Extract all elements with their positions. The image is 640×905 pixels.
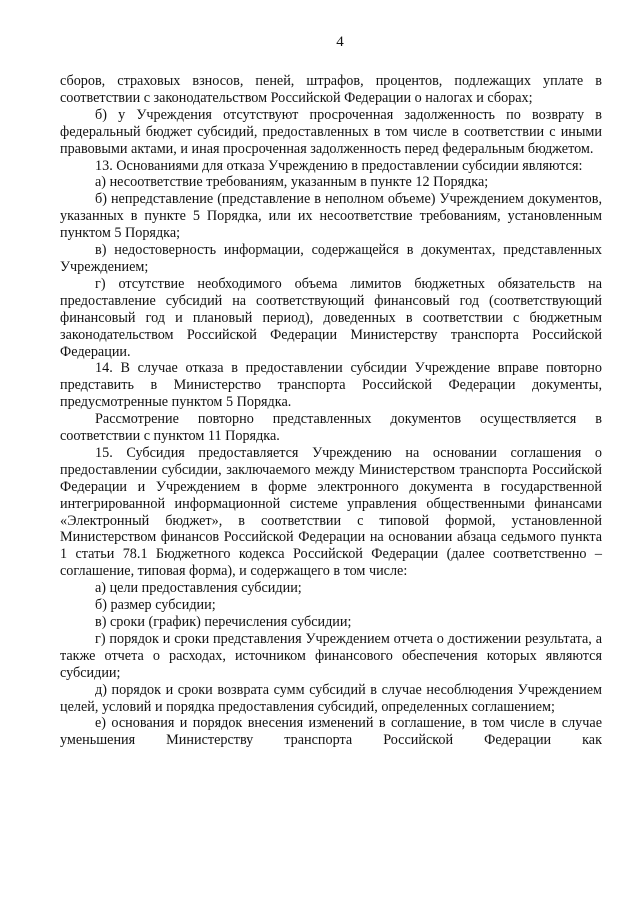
paragraph: е) основания и порядок внесения изменений в соглашение, в том числе в случае уменьшения Министерству транспорта Российской Федерации как: [60, 715, 602, 749]
paragraph: в) недостоверность информации, содержащейся в документах, представленных Учреждением;: [60, 242, 602, 275]
paragraph: г) порядок и сроки представления Учреждением отчета о достижении результата, а также отчета о расходах, источником финансового обеспечения которых являются субсидии;: [60, 630, 602, 681]
paragraph: д) порядок и сроки возврата сумм субсидий в случае несоблюдения Учреждением целей, условий и порядка предоставления субсидий, определенных соглашением;: [60, 681, 602, 715]
paragraph: г) отсутствие необходимого объема лимитов бюджетных обязательств на предоставление субсидий на соответствующий финансовый год (соответствующий финансовый год и плановый период), доведенных в соответствии с бюджетным законодательством Российской Федерации Министерству транспорта Российской Федерации.: [60, 275, 602, 360]
paragraph: сборов, страховых взносов, пеней, штрафов, процентов, подлежащих уплате в соответствии с законодательством Российской Федерации о налогах и сборах;: [60, 73, 602, 106]
paragraph: а) несоответствие требованиям, указанным в пункте 12 Порядка;: [95, 174, 489, 191]
paragraph: Рассмотрение повторно представленных документов осуществляется в соответствии с пунктом 11 Порядка.: [60, 411, 602, 445]
paragraph: в) сроки (график) перечисления субсидии;: [95, 614, 352, 630]
paragraph: 14. В случае отказа в предоставлении субсидии Учреждение вправе повторно представить в Министерство транспорта Российской Федерации документы, предусмотренные пунктом 5 Порядка.: [60, 360, 602, 411]
paragraph: б) размер субсидии;: [95, 597, 216, 614]
paragraph: 15. Субсидия предоставляется Учреждению на основании соглашения о предоставлении субсидии, заключаемого между Министерством транспорта Российской Федерации и Учреждением в форме электронного документа в государственной интегрированной информационной системе управления общественными финансами «Электронный бюджет», в соответствии с типовой формой, установленной Министерством финансов Российской Федерации на основании абзаца седьмого пункта 1 статьи 78.1 Бюджетного кодекса Российской Федерации (далее соответственно – соглашение, типовая форма), и содержащего в том числе:: [60, 444, 602, 580]
document-body: [60, 73, 602, 749]
paragraph: б) у Учреждения отсутствуют просроченная задолженность по возврату в федеральный бюджет субсидий, предоставленных в том числе в соответствии с иными правовыми актами, и иная просроченная задолженность перед федеральным бюджетом.: [60, 106, 602, 157]
page-number: 4: [336, 34, 344, 50]
paragraph: б) непредставление (представление в неполном объеме) Учреждением документов, указанных в пункте 5 Порядка, или их несоответствие требованиям, установленным пунктом 5 Порядка;: [60, 191, 602, 242]
paragraph: а) цели предоставления субсидии;: [95, 580, 302, 597]
paragraph: 13. Основаниями для отказа Учреждению в предоставлении субсидии являются:: [95, 157, 583, 174]
